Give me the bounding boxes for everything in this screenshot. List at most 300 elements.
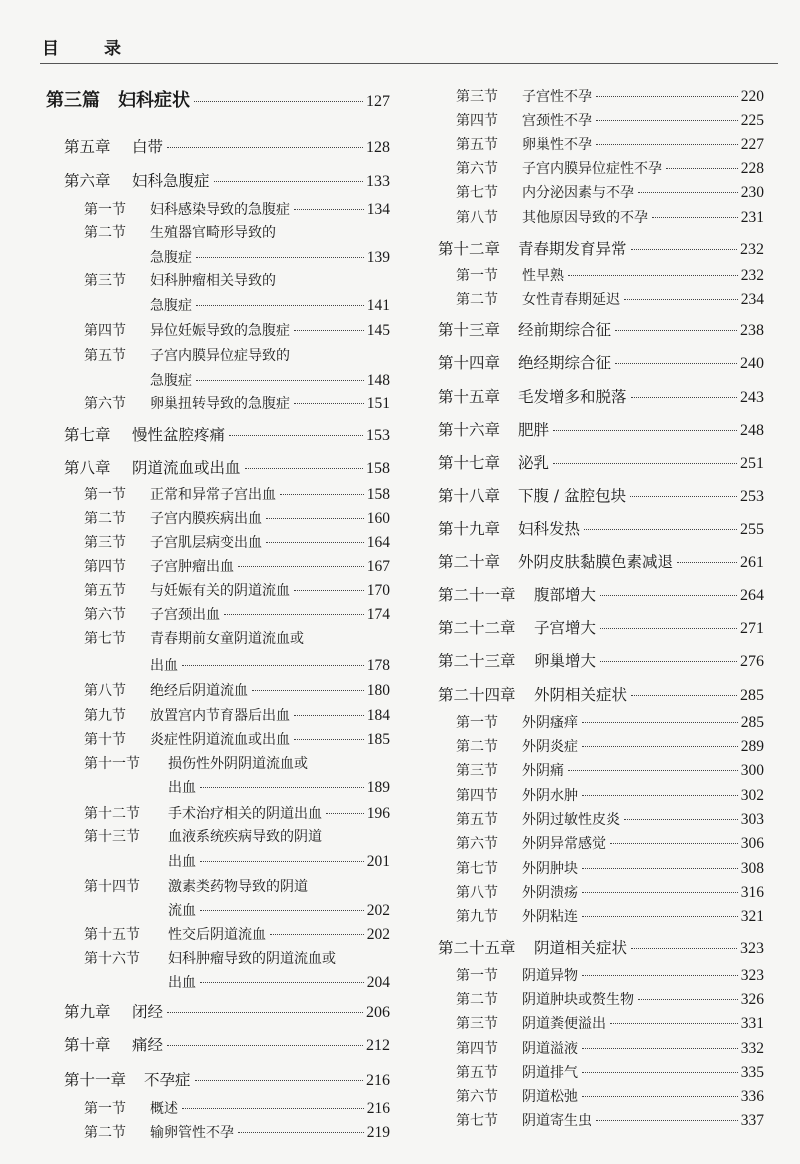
toc-entry-title: 宫颈性不孕	[522, 113, 592, 129]
dot-leader	[631, 695, 737, 696]
dot-leader	[582, 746, 738, 747]
dot-leader	[294, 715, 364, 716]
toc-entry-label: 第十节	[84, 732, 126, 748]
toc-entry-title: 卵巢增大	[534, 652, 597, 670]
toc-entry-label: 第十三章	[438, 321, 501, 339]
toc-page-number: 128	[366, 139, 390, 156]
toc-entry-label: 第八节	[456, 210, 498, 226]
dot-leader	[294, 209, 364, 210]
dot-leader	[615, 363, 737, 364]
toc-page-number: 227	[740, 136, 764, 153]
toc-section-entry[interactable]	[456, 182, 764, 202]
toc-entry-label: 第七节	[456, 185, 498, 201]
toc-entry-title: 阴道肿块或赘生物	[522, 992, 634, 1008]
toc-entry-label: 第二十三章	[438, 652, 516, 670]
toc-entry-label: 第七章	[64, 426, 111, 444]
toc-section-entry[interactable]	[456, 760, 764, 780]
toc-entry-label: 第十六章	[438, 421, 501, 439]
dot-leader	[182, 1108, 364, 1109]
toc-page-number: 158	[366, 486, 390, 503]
toc-section-entry[interactable]	[84, 270, 390, 290]
toc-entry-label: 第四节	[456, 1041, 498, 1057]
dot-leader	[294, 739, 364, 740]
toc-section-entry[interactable]	[456, 289, 764, 309]
toc-section-entry[interactable]	[84, 484, 390, 504]
toc-entry-title: 内分泌因素与不孕	[522, 185, 634, 201]
toc-page-number: 212	[366, 1037, 390, 1054]
toc-entry-label: 第五节	[456, 1065, 498, 1081]
toc-entry-label: 第一节	[84, 1101, 126, 1117]
toc-entry-title: 手术治疗相关的阴道出血	[168, 806, 322, 822]
dot-leader	[666, 168, 738, 169]
toc-entry-label: 第二节	[84, 225, 126, 241]
toc-entry-label: 第六节	[84, 607, 126, 623]
toc-entry-title: 卵巢扭转导致的急腹症	[150, 396, 290, 412]
toc-chapter-entry[interactable]	[438, 517, 764, 539]
toc-entry-title: 不孕症	[144, 1071, 191, 1089]
toc-section-entry[interactable]	[456, 833, 764, 853]
dot-leader	[596, 144, 738, 145]
toc-entry-title: 妇科急腹症	[132, 172, 210, 190]
dot-leader	[270, 934, 364, 935]
toc-section-entry[interactable]	[456, 965, 764, 985]
toc-entry-title: 外阴异常感觉	[522, 836, 606, 852]
toc-section-entry[interactable]	[84, 604, 390, 624]
toc-entry-title-continued: 出血	[150, 658, 178, 674]
toc-entry-continuation[interactable]	[168, 972, 390, 992]
toc-entry-title: 性交后阴道流血	[168, 927, 266, 943]
toc-entry-title: 外阴皮肤黏膜色素减退	[518, 553, 674, 571]
toc-entry-title: 概述	[150, 1101, 178, 1117]
toc-page-number: 204	[366, 974, 390, 991]
toc-page-number: 178	[366, 657, 390, 674]
toc-entry-label: 第九节	[84, 708, 126, 724]
toc-section-entry[interactable]	[456, 882, 764, 902]
toc-section-entry[interactable]	[84, 680, 390, 700]
toc-section-entry[interactable]	[84, 924, 390, 944]
toc-entry-label: 第十六节	[84, 951, 140, 967]
dot-leader	[631, 948, 737, 949]
toc-page-number: 321	[740, 908, 764, 925]
toc-section-entry[interactable]	[456, 207, 764, 227]
toc-section-entry[interactable]	[84, 628, 390, 648]
dot-leader	[167, 1045, 363, 1046]
toc-section-entry[interactable]	[456, 712, 764, 732]
toc-section-entry[interactable]	[456, 158, 764, 178]
toc-section-entry[interactable]	[456, 265, 764, 285]
toc-page-number: 145	[366, 322, 390, 339]
toc-page-number: 230	[740, 184, 764, 201]
dot-leader	[582, 1096, 738, 1097]
toc-section-entry[interactable]	[84, 199, 390, 219]
toc-page-number: 326	[740, 991, 764, 1008]
dot-leader	[252, 690, 364, 691]
toc-page-number: 148	[366, 372, 390, 389]
toc-entry-continuation[interactable]	[168, 900, 390, 920]
toc-entry-title: 青春期发育异常	[518, 240, 627, 258]
toc-page-number: 153	[366, 427, 390, 444]
toc-page-number: 160	[366, 510, 390, 527]
toc-entry-label: 第二十五章	[438, 939, 516, 957]
toc-entry-label: 第十七章	[438, 454, 501, 472]
dot-leader	[229, 435, 363, 436]
toc-entry-label: 第十五节	[84, 927, 140, 943]
toc-chapter-entry[interactable]	[438, 385, 764, 407]
toc-entry-label: 第八章	[64, 459, 111, 477]
toc-chapter-entry[interactable]	[64, 1033, 390, 1055]
dot-leader	[194, 101, 363, 102]
toc-page-number: 184	[366, 707, 390, 724]
toc-entry-label: 第十章	[64, 1036, 111, 1054]
toc-entry-continuation[interactable]	[150, 655, 390, 675]
toc-entry-title: 妇科肿瘤导致的阴道流血或	[168, 951, 336, 967]
toc-page-number: 255	[740, 521, 764, 538]
dot-leader	[596, 96, 738, 97]
toc-entry-title: 青春期前女童阴道流血或	[150, 631, 304, 647]
toc-chapter-entry[interactable]	[64, 423, 390, 445]
toc-entry-title: 生殖器官畸形导致的	[150, 225, 276, 241]
toc-entry-title-continued: 急腹症	[150, 373, 192, 389]
toc-entry-title: 阴道异物	[522, 968, 578, 984]
toc-entry-title: 子宫内膜异位症导致的	[150, 348, 290, 364]
toc-section-entry[interactable]	[456, 1062, 764, 1082]
dot-leader	[196, 380, 364, 381]
toc-section-entry[interactable]	[84, 753, 390, 773]
toc-chapter-entry[interactable]	[438, 484, 764, 506]
toc-section-entry[interactable]	[84, 1122, 390, 1142]
toc-entry-title: 子宫肿瘤出血	[150, 559, 234, 575]
toc-entry-title-continued: 流血	[168, 903, 196, 919]
dot-leader	[630, 496, 737, 497]
toc-entry-continuation[interactable]	[150, 247, 390, 267]
toc-entry-label: 第四节	[456, 113, 498, 129]
dot-leader	[600, 595, 737, 596]
toc-entry-label: 第十五章	[438, 388, 501, 406]
toc-section-entry[interactable]	[84, 222, 390, 242]
toc-chapter-entry[interactable]	[438, 649, 764, 671]
toc-entry-label: 第二节	[456, 292, 498, 308]
toc-entry-title: 阴道寄生虫	[522, 1113, 592, 1129]
dot-leader	[596, 1120, 738, 1121]
toc-section-entry[interactable]	[84, 876, 390, 896]
toc-entry-title-continued: 急腹症	[150, 298, 192, 314]
toc-section-entry[interactable]	[456, 86, 764, 106]
toc-entry-label: 第三节	[456, 763, 498, 779]
toc-chapter-entry[interactable]	[64, 135, 390, 157]
dot-leader	[610, 1023, 738, 1024]
toc-entry-title: 性早熟	[522, 268, 564, 284]
toc-entry-label: 第十九章	[438, 520, 501, 538]
toc-section-entry[interactable]	[84, 532, 390, 552]
toc-entry-label: 第四节	[84, 559, 126, 575]
toc-section-entry[interactable]	[84, 508, 390, 528]
toc-entry-title: 妇科感染导致的急腹症	[150, 202, 290, 218]
toc-entry-title: 肥胖	[518, 421, 550, 439]
toc-section-entry[interactable]	[84, 729, 390, 749]
toc-page-number: 238	[740, 322, 764, 339]
toc-entry-label: 第一节	[456, 268, 498, 284]
dot-leader	[624, 299, 738, 300]
dot-leader	[568, 275, 738, 276]
toc-entry-label: 第十二章	[438, 240, 501, 258]
toc-section-entry[interactable]	[456, 110, 764, 130]
dot-leader	[196, 305, 364, 306]
toc-entry-label: 第三节	[456, 89, 498, 105]
toc-chapter-entry[interactable]	[438, 318, 764, 340]
toc-page-number: 133	[366, 173, 390, 190]
toc-entry-title: 子宫颈出血	[150, 607, 220, 623]
toc-entry-label: 第二节	[84, 511, 126, 527]
toc-entry-label: 第七节	[84, 631, 126, 647]
toc-page-number: 202	[366, 902, 390, 919]
dot-leader	[582, 722, 738, 723]
toc-chapter-entry[interactable]	[64, 1068, 390, 1090]
toc-entry-continuation[interactable]	[150, 295, 390, 315]
toc-entry-continuation[interactable]	[168, 851, 390, 871]
toc-section-entry[interactable]	[84, 826, 390, 846]
page-header-title: 目 录	[42, 39, 135, 59]
dot-leader	[652, 217, 738, 218]
dot-leader	[582, 1048, 738, 1049]
dot-leader	[677, 562, 737, 563]
toc-page-number: 228	[740, 160, 764, 177]
toc-entry-title: 外阴痛	[522, 763, 564, 779]
toc-entry-title: 外阴粘连	[522, 909, 578, 925]
toc-section-entry[interactable]	[84, 705, 390, 725]
toc-entry-label: 第五节	[84, 348, 126, 364]
toc-chapter-entry[interactable]	[438, 583, 764, 605]
toc-page-number: 231	[740, 209, 764, 226]
toc-section-entry[interactable]	[84, 1098, 390, 1118]
toc-entry-title: 激素类药物导致的阴道	[168, 879, 308, 895]
toc-page-number: 174	[366, 606, 390, 623]
toc-entry-title: 子宫内膜疾病出血	[150, 511, 262, 527]
toc-entry-label: 第二十四章	[438, 686, 516, 704]
toc-section-entry[interactable]	[456, 809, 764, 829]
dot-leader	[266, 542, 364, 543]
dot-leader	[624, 819, 738, 820]
toc-page-number: 164	[366, 534, 390, 551]
toc-page-number: 243	[740, 389, 764, 406]
dot-leader	[214, 181, 363, 182]
toc-part-entry[interactable]	[46, 86, 390, 112]
toc-page-number: 248	[740, 422, 764, 439]
dot-leader	[238, 566, 364, 567]
dot-leader	[167, 1012, 363, 1013]
dot-leader	[167, 147, 363, 148]
toc-entry-label: 第三篇	[46, 90, 100, 111]
toc-section-entry[interactable]	[456, 906, 764, 926]
toc-entry-title: 腹部增大	[534, 586, 597, 604]
toc-entry-title: 放置宫内节育器后出血	[150, 708, 290, 724]
toc-entry-label: 第五章	[64, 138, 111, 156]
toc-page-number: 167	[366, 558, 390, 575]
toc-page-number: 216	[366, 1072, 390, 1089]
toc-page-number: 285	[740, 714, 764, 731]
toc-entry-label: 第二节	[456, 739, 498, 755]
toc-entry-title: 阴道相关症状	[534, 939, 628, 957]
toc-entry-label: 第七节	[456, 1113, 498, 1129]
toc-entry-label: 第十二节	[84, 806, 140, 822]
toc-page-number: 158	[366, 460, 390, 477]
toc-entry-title: 妇科肿瘤相关导致的	[150, 273, 276, 289]
toc-entry-title: 妇科发热	[518, 520, 581, 538]
toc-section-entry[interactable]	[456, 1110, 764, 1130]
toc-page-number: 134	[366, 201, 390, 218]
toc-entry-title: 阴道松弛	[522, 1089, 578, 1105]
dot-leader	[200, 787, 364, 788]
toc-page-number: 302	[740, 787, 764, 804]
dot-leader	[200, 861, 364, 862]
toc-entry-label: 第十一章	[64, 1071, 127, 1089]
toc-section-entry[interactable]	[84, 948, 390, 968]
toc-chapter-entry[interactable]	[438, 237, 764, 259]
dot-leader	[196, 257, 364, 258]
toc-section-entry[interactable]	[84, 345, 390, 365]
dot-leader	[600, 628, 737, 629]
dot-leader	[582, 916, 738, 917]
toc-chapter-entry[interactable]	[438, 451, 764, 473]
toc-entry-title: 损伤性外阴阴道流血或	[168, 756, 308, 772]
toc-section-entry[interactable]	[84, 320, 390, 340]
dot-leader	[582, 1072, 738, 1073]
toc-section-entry[interactable]	[456, 785, 764, 805]
toc-section-entry[interactable]	[84, 580, 390, 600]
toc-entry-label: 第十八章	[438, 487, 501, 505]
toc-section-entry[interactable]	[84, 393, 390, 413]
toc-page-number: 189	[366, 779, 390, 796]
dot-leader	[610, 843, 738, 844]
toc-section-entry[interactable]	[456, 858, 764, 878]
toc-entry-label: 第五节	[456, 137, 498, 153]
toc-entry-title: 慢性盆腔疼痛	[132, 426, 226, 444]
dot-leader	[631, 397, 737, 398]
toc-page-number: 225	[740, 112, 764, 129]
toc-entry-title: 下腹 / 盆腔包块	[518, 487, 627, 505]
toc-page-number: 201	[366, 853, 390, 870]
toc-page-number: 219	[366, 1124, 390, 1141]
toc-section-entry[interactable]	[456, 1038, 764, 1058]
toc-entry-label: 第十四节	[84, 879, 140, 895]
toc-entry-label: 第三节	[456, 1016, 498, 1032]
toc-chapter-entry[interactable]	[438, 936, 764, 958]
toc-page-number: 196	[366, 805, 390, 822]
toc-section-entry[interactable]	[456, 736, 764, 756]
toc-chapter-entry[interactable]	[438, 550, 764, 572]
toc-page-number: 271	[740, 620, 764, 637]
toc-entry-title: 妇科症状	[118, 90, 190, 111]
toc-page-number: 232	[740, 267, 764, 284]
toc-page-number: 264	[740, 587, 764, 604]
toc-section-entry[interactable]	[84, 556, 390, 576]
toc-entry-title: 输卵管性不孕	[150, 1125, 234, 1141]
toc-entry-title-continued: 出血	[168, 780, 196, 796]
dot-leader	[294, 590, 364, 591]
dot-leader	[200, 982, 364, 983]
toc-entry-label: 第一节	[456, 968, 498, 984]
toc-entry-label: 第六节	[456, 836, 498, 852]
toc-chapter-entry[interactable]	[64, 456, 390, 478]
toc-page-number: 180	[366, 682, 390, 699]
dot-leader	[224, 614, 364, 615]
dot-leader	[631, 249, 737, 250]
toc-entry-label: 第二节	[456, 992, 498, 1008]
toc-entry-label: 第一节	[84, 487, 126, 503]
toc-entry-label: 第九章	[64, 1003, 111, 1021]
toc-entry-label: 第二节	[84, 1125, 126, 1141]
toc-entry-title: 外阴瘙痒	[522, 715, 578, 731]
toc-entry-title: 正常和异常子宫出血	[150, 487, 276, 503]
toc-entry-label: 第十四章	[438, 354, 501, 372]
toc-entry-continuation[interactable]	[168, 777, 390, 797]
dot-leader	[582, 795, 738, 796]
toc-entry-title-continued: 出血	[168, 854, 196, 870]
toc-entry-title: 外阴过敏性皮炎	[522, 812, 620, 828]
toc-section-entry[interactable]	[456, 134, 764, 154]
dot-leader	[326, 813, 364, 814]
toc-section-entry[interactable]	[84, 803, 390, 823]
toc-page-number: 261	[740, 554, 764, 571]
toc-entry-label: 第八节	[456, 885, 498, 901]
toc-section-entry[interactable]	[456, 1086, 764, 1106]
toc-entry-label: 第六节	[456, 161, 498, 177]
toc-chapter-entry[interactable]	[438, 351, 764, 373]
toc-entry-label: 第五节	[84, 583, 126, 599]
toc-entry-label: 第三节	[84, 273, 126, 289]
toc-chapter-entry[interactable]	[64, 1000, 390, 1022]
toc-page-number: 335	[740, 1064, 764, 1081]
toc-page-number: 170	[366, 582, 390, 599]
toc-chapter-entry[interactable]	[438, 616, 764, 638]
toc-entry-continuation[interactable]	[150, 370, 390, 390]
toc-page-number: 337	[740, 1112, 764, 1129]
toc-entry-label: 第七节	[456, 861, 498, 877]
dot-leader	[596, 120, 738, 121]
toc-entry-label: 第六章	[64, 172, 111, 190]
toc-chapter-entry[interactable]	[438, 418, 764, 440]
toc-entry-title: 外阴溃疡	[522, 885, 578, 901]
toc-page-number: 289	[740, 738, 764, 755]
toc-entry-title: 子宫增大	[534, 619, 597, 637]
dot-leader	[294, 330, 364, 331]
toc-page-number: 332	[740, 1040, 764, 1057]
toc-entry-title: 痛经	[132, 1036, 164, 1054]
dot-leader	[182, 665, 364, 666]
toc-page-number: 202	[366, 926, 390, 943]
dot-leader	[600, 661, 737, 662]
toc-entry-title: 血液系统疾病导致的阴道	[168, 829, 322, 845]
toc-chapter-entry[interactable]	[438, 683, 764, 705]
toc-entry-title: 绝经后阴道流血	[150, 683, 248, 699]
toc-page-number: 185	[366, 731, 390, 748]
toc-page-number: 220	[740, 88, 764, 105]
toc-page-number: 206	[366, 1004, 390, 1021]
toc-page-number: 323	[740, 940, 764, 957]
toc-page-number: 336	[740, 1088, 764, 1105]
toc-entry-title: 阴道溢液	[522, 1041, 578, 1057]
dot-leader	[266, 518, 364, 519]
toc-entry-label: 第二十二章	[438, 619, 516, 637]
toc-entry-title: 子宫性不孕	[522, 89, 592, 105]
toc-section-entry[interactable]	[456, 1013, 764, 1033]
toc-entry-title: 阴道流血或出血	[132, 459, 241, 477]
dot-leader	[582, 868, 738, 869]
toc-section-entry[interactable]	[456, 989, 764, 1009]
toc-entry-title: 异位妊娠导致的急腹症	[150, 323, 290, 339]
toc-entry-title: 炎症性阴道流血或出血	[150, 732, 290, 748]
dot-leader	[245, 468, 363, 469]
toc-chapter-entry[interactable]	[64, 169, 390, 191]
